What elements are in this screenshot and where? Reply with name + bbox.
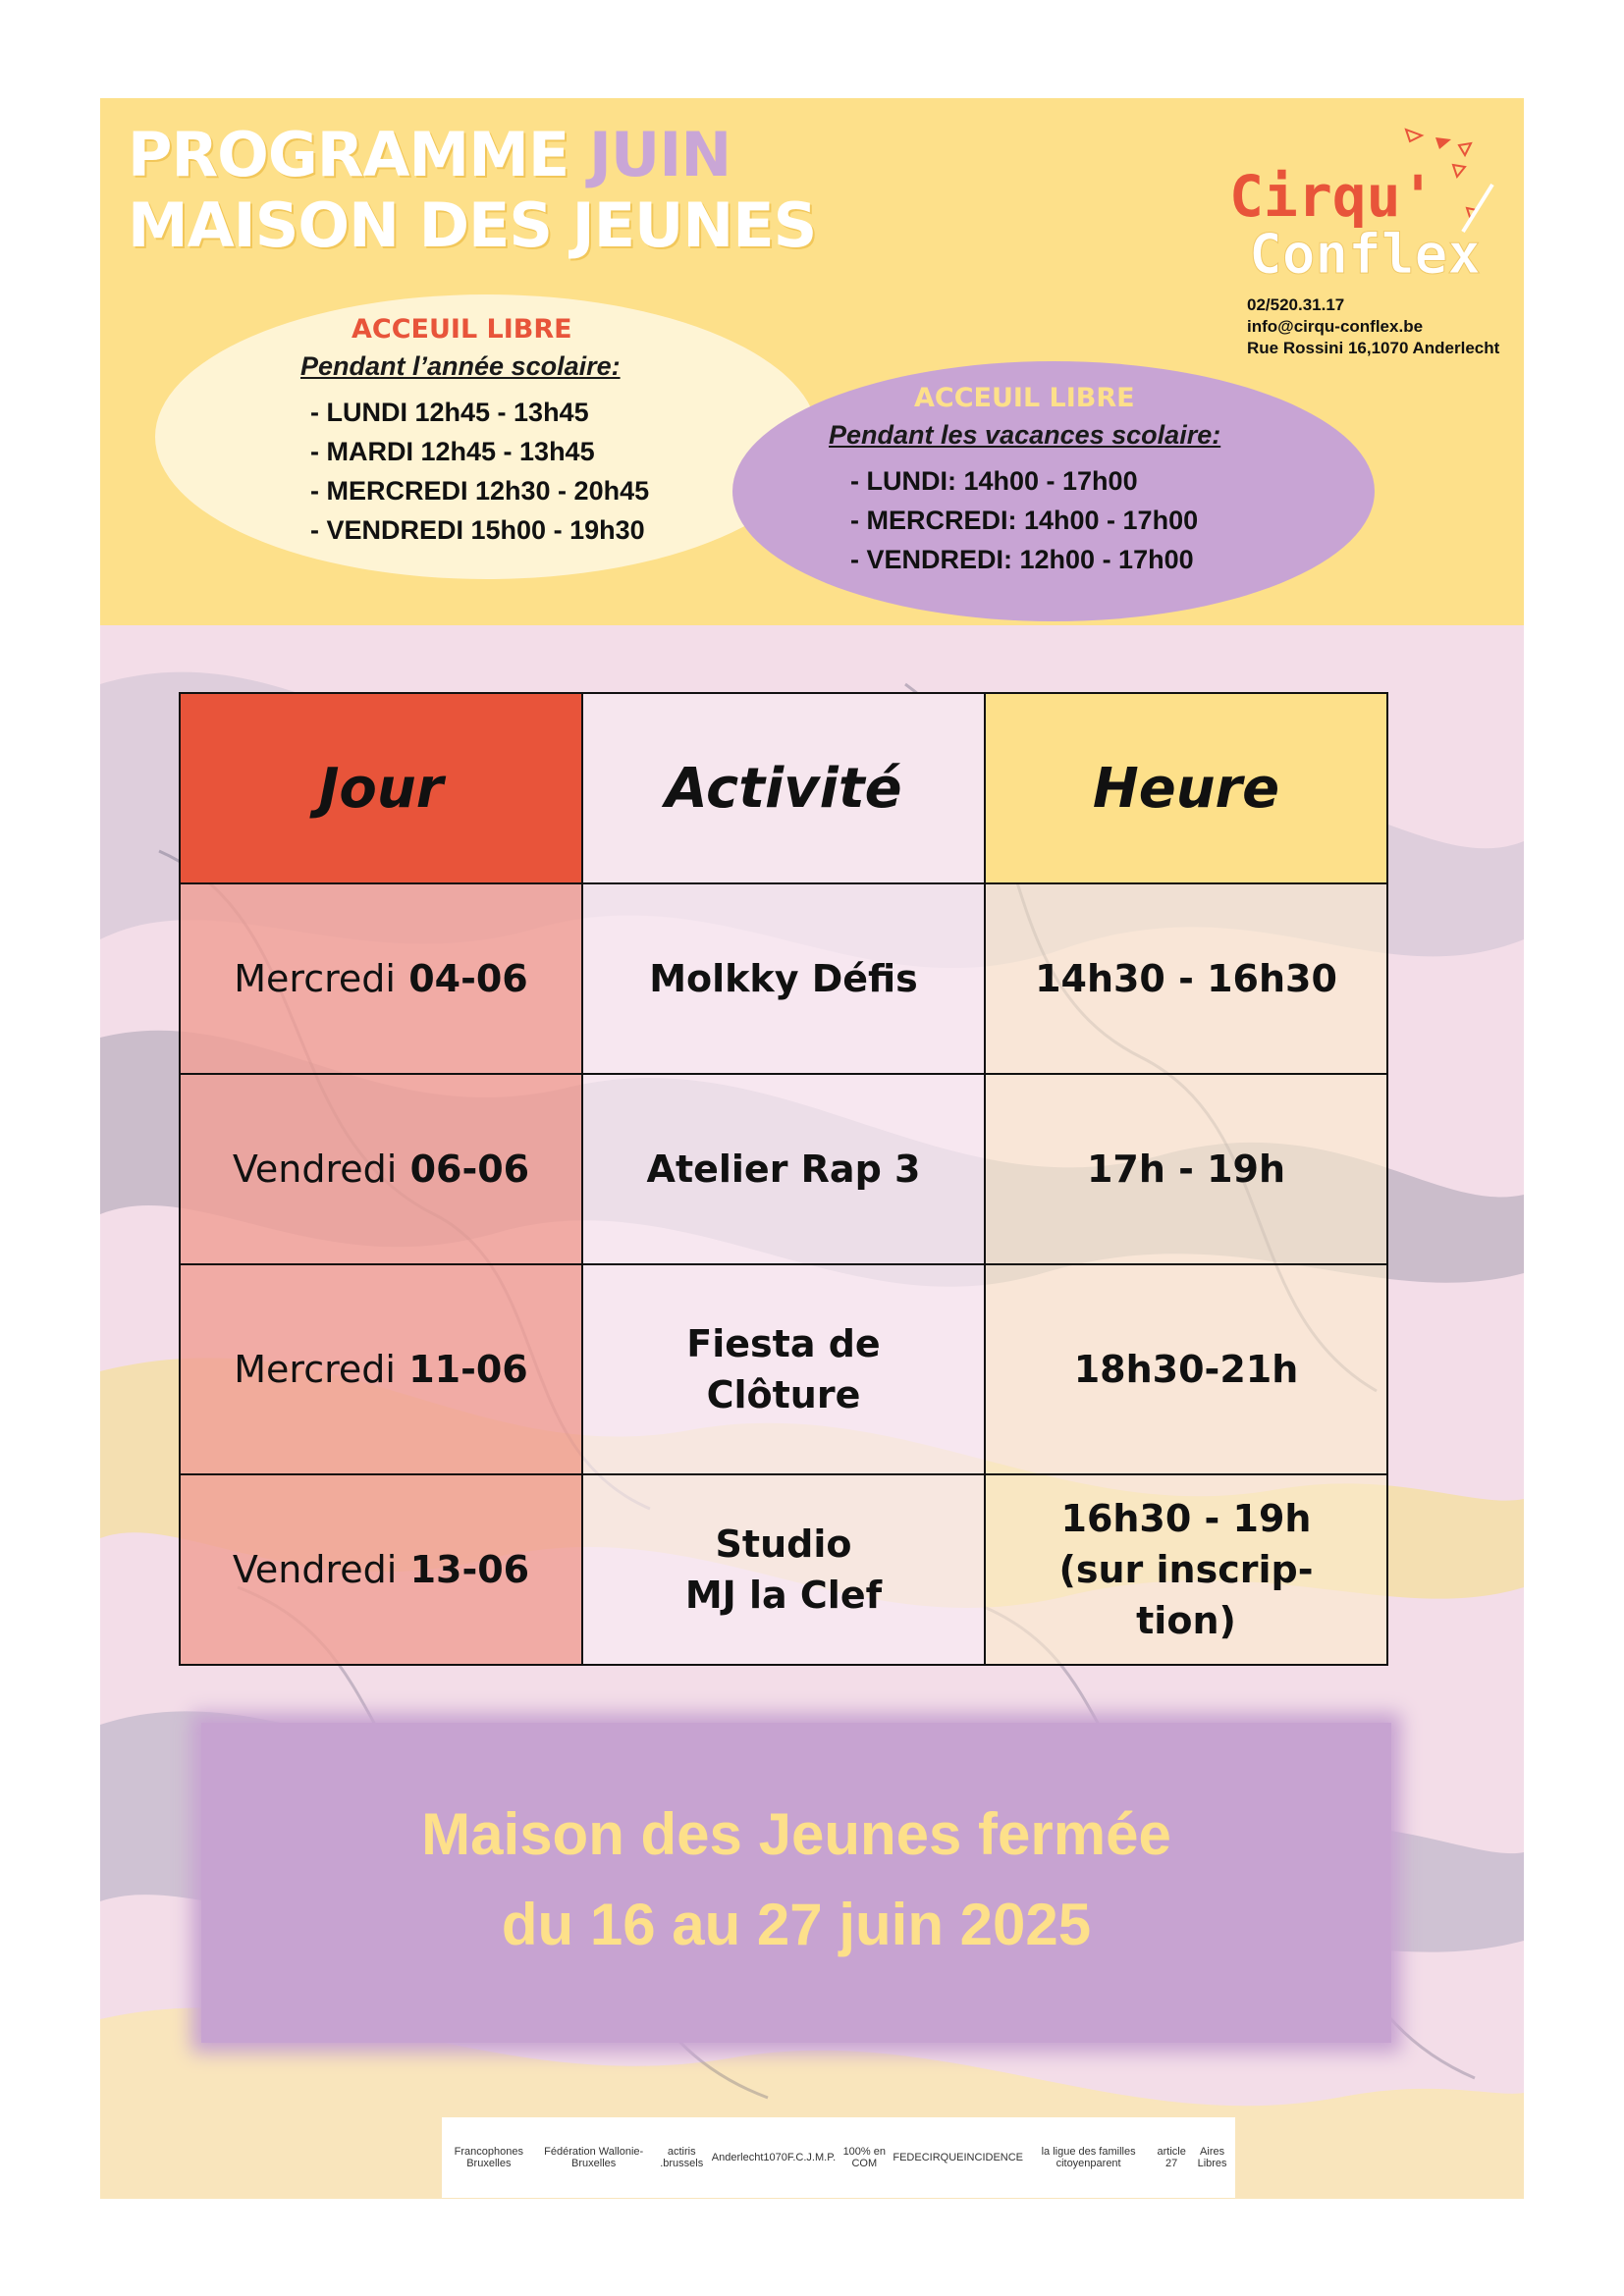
activity-line: Fiesta de [686,1322,881,1365]
title-maison: MAISON DES JEUNES [128,189,817,261]
list-item: - MERCREDI: 14h00 - 17h00 [850,506,1199,535]
day-cell [180,1264,582,1474]
activity-line: Clôture [706,1373,861,1416]
day-cell [180,1074,582,1264]
sponsor-logo: F.C.J.M.P. [786,2152,837,2163]
table-row [180,1074,1387,1264]
school-year-heading: ACCEUIL LIBRE [352,314,572,345]
time-line: 17h - 19h [1086,1148,1286,1191]
time-cell [985,1474,1387,1665]
activity-line: Molkky Défis [649,957,918,1000]
school-year-subheading: Pendant l’année scolaire: [300,351,621,381]
time-line: 14h30 - 16h30 [1035,957,1337,1000]
sponsor-logo: Aires Libres [1197,2146,1227,2169]
activity-line: Studio [715,1522,852,1566]
sponsor-logo: article 27 [1157,2146,1186,2169]
sponsor-logo: Francophones Bruxelles [454,2146,523,2169]
time-cell [985,1264,1387,1474]
holidays-subheading: Pendant les vacances scolaire: [829,420,1221,450]
sponsor-logo: la ligue des familles citoyenparent [1041,2146,1136,2169]
holidays-list [850,461,1198,579]
day-date: 06-06 [409,1148,530,1191]
logo-line1: Cirqu' [1229,163,1435,230]
contact-block [1247,294,1499,359]
header-band [100,98,1524,625]
notice-line2: du 16 au 27 juin 2025 [501,1892,1092,1957]
title-month: JUIN [588,119,731,190]
activity-cell [582,1474,985,1665]
list-item: - LUNDI: 14h00 - 17h00 [850,466,1138,496]
holidays-bubble [732,361,1375,621]
closure-notice [201,1723,1391,2043]
day-cell [180,883,582,1074]
header-jour: Jour [180,693,582,883]
table-header-row [180,693,1387,883]
day-date: 11-06 [408,1348,528,1391]
contact-address: Rue Rossini 16,1070 Anderlecht [1247,339,1500,357]
day-label: Vendredi [232,1148,398,1191]
list-item: - VENDREDI: 12h00 - 17h00 [850,545,1194,574]
table-row [180,1474,1387,1665]
sponsor-logo: 1070 [763,2152,787,2163]
school-year-bubble [155,294,818,579]
sponsor-logo: INCIDENCE [963,2152,1024,2163]
activity-line: Atelier Rap 3 [646,1148,921,1191]
poster [100,98,1524,2199]
day-date: 13-06 [409,1548,530,1591]
sponsor-logo: Fédération Wallonie-Bruxelles [544,2146,644,2169]
list-item: - MARDI 12h45 - 13h45 [310,437,595,466]
table-row [180,1264,1387,1474]
sponsor-logo: FEDECIRQUE [893,2152,964,2163]
activity-cell [582,883,985,1074]
day-label: Mercredi [234,957,396,1000]
page-title [128,120,816,261]
list-item: - VENDREDI 15h00 - 19h30 [310,515,645,545]
header-activite: Activité [582,693,985,883]
time-line: 16h30 - 19h [1060,1497,1312,1540]
day-date: 04-06 [408,957,528,1000]
contact-phone: 02/520.31.17 [1247,295,1345,314]
time-line: (sur inscrip- [1058,1548,1314,1591]
day-label: Mercredi [234,1348,396,1391]
day-label: Vendredi [232,1548,398,1591]
logo-line2: Conflex [1249,223,1482,283]
list-item: - LUNDI 12h45 - 13h45 [310,398,589,427]
day-cell [180,1474,582,1665]
table-row [180,883,1387,1074]
header-heure: Heure [985,693,1387,883]
list-item: - MERCREDI 12h30 - 20h45 [310,476,650,506]
time-line: 18h30-21h [1073,1348,1299,1391]
activity-line: MJ la Clef [684,1574,883,1617]
cirqu-conflex-logo [1229,126,1494,283]
sponsor-logo: actiris .brussels [660,2146,704,2169]
activity-schedule-table [179,692,1388,1666]
sponsor-logo: Anderlecht [711,2152,764,2163]
contact-email[interactable]: info@cirqu-conflex.be [1247,317,1424,336]
holidays-heading: ACCEUIL LIBRE [914,383,1135,413]
school-year-list [310,393,649,550]
notice-line1: Maison des Jeunes fermée [421,1801,1171,1867]
title-programme: PROGRAMME [128,119,569,190]
time-cell [985,1074,1387,1264]
activity-cell [582,1074,985,1264]
time-line: tion) [1136,1599,1236,1642]
sponsor-logo: 100% en COM [842,2146,886,2169]
sponsor-logos-strip [442,2117,1235,2198]
activity-cell [582,1264,985,1474]
time-cell [985,883,1387,1074]
